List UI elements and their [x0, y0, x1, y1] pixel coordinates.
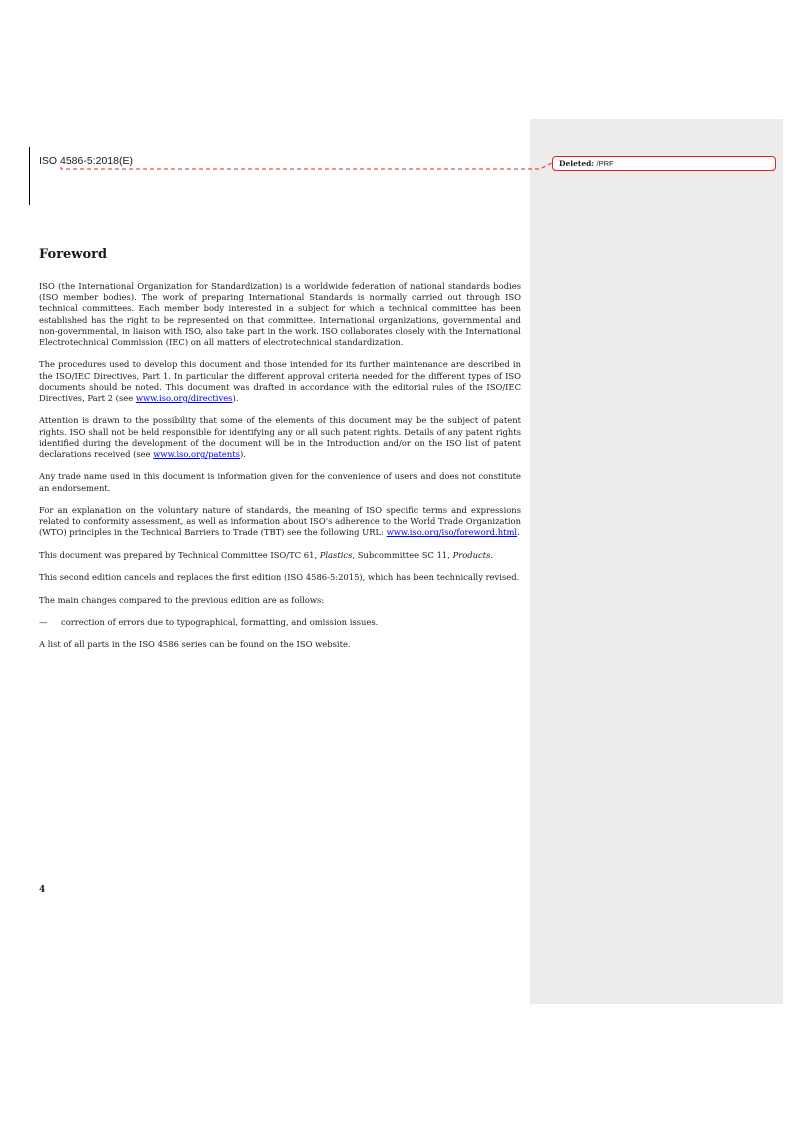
document-reference: ISO 4586-5:2018(E) — [39, 155, 133, 167]
paragraph-patents-text: Attention is drawn to the possibility that some of the elements of this document may be the subject of patent rights. ISO shall not be held responsible for identifying any or all such patent rights. Details of any patent rights identified during the development of the document will be in the Introduction and/or on the ISO list of patent declarations received (see — [39, 415, 521, 460]
paragraph-series: A list of all parts in the ISO 4586 series can be found on the ISO website. — [39, 639, 351, 650]
foreword-link[interactable]: www.iso.org/iso/foreword.html — [386, 527, 518, 538]
paragraph-voluntary-text: For an explanation on the voluntary nature of standards, the meaning of ISO specific terms and expressions related to conformity assessment, as well as information about ISO's adherence to the World Trade Organization (WTO) principles in the Technical Barriers to Trade (TBT) see the following URL: — [39, 505, 521, 538]
page-title: Foreword — [39, 247, 108, 262]
paragraph-procedures-text: The procedures used to develop this document and those intended for its further maintenance are described in the ISO/IEC Directives, Part 1. In particular the different approval criteria needed for the different types of ISO documents should be noted. This document was drafted in accordance with the editorial rules of the ISO/IEC Directives, Part 2 (see — [39, 359, 521, 404]
committee-products: Products — [452, 549, 491, 560]
paragraph-edition: This second edition cancels and replaces the first edition (ISO 4586-5:2015), which has been technically revised. — [39, 572, 520, 583]
list-dash: — — [39, 616, 48, 627]
comment-value: /PRF — [596, 159, 614, 168]
directives-link[interactable]: www.iso.org/directives — [135, 393, 233, 404]
list-item — [39, 617, 521, 628]
patents-link[interactable]: www.iso.org/patents — [153, 449, 240, 460]
comment-label: Deleted: — [559, 159, 595, 168]
paragraph-procedures — [39, 359, 521, 404]
paragraph-committee — [39, 550, 521, 561]
paragraph-voluntary-end: . — [517, 527, 520, 538]
paragraph-trade-name: Any trade name used in this document is information given for the convenience of users and does not constitute an endorsement. — [39, 471, 521, 493]
deleted-comment-balloon[interactable] — [552, 156, 776, 171]
comment-pane — [530, 119, 783, 1004]
paragraph-iso-intro: ISO (the International Organization for Standardization) is a worldwide federation of national standards bodies (ISO member bodies). The work of preparing International Standards is normally carried out through ISO technical committees. Each member body interested in a subject for which a technical committee has been established has the right to be represented on that committee. International organizations, governmental and non-governmental, in liaison with ISO, also take part in the work. ISO collaborates closely with the International Electrotechnical Commission (IEC) on all matters of electrotechnical standardization. — [39, 281, 521, 348]
list-item-text: correction of errors due to typographical, formatting, and omission issues. — [61, 616, 379, 627]
paragraph-procedures-end: ). — [232, 393, 239, 404]
paragraph-patents — [39, 415, 521, 460]
committee-text-a: This document was prepared by Technical Committee ISO/TC 61, — [39, 549, 320, 560]
committee-text-end: . — [490, 549, 494, 560]
paragraph-patents-end: ). — [239, 449, 246, 460]
paragraph-changes: The main changes compared to the previous edition are as follows: — [39, 594, 325, 605]
committee-plastics: Plastics — [319, 549, 353, 560]
committee-text-b: , Subcommittee SC 11, — [352, 549, 453, 560]
paragraph-voluntary — [39, 505, 521, 539]
page-number: 4 — [39, 885, 46, 895]
foreword-body — [39, 281, 521, 662]
change-bar — [29, 147, 30, 205]
